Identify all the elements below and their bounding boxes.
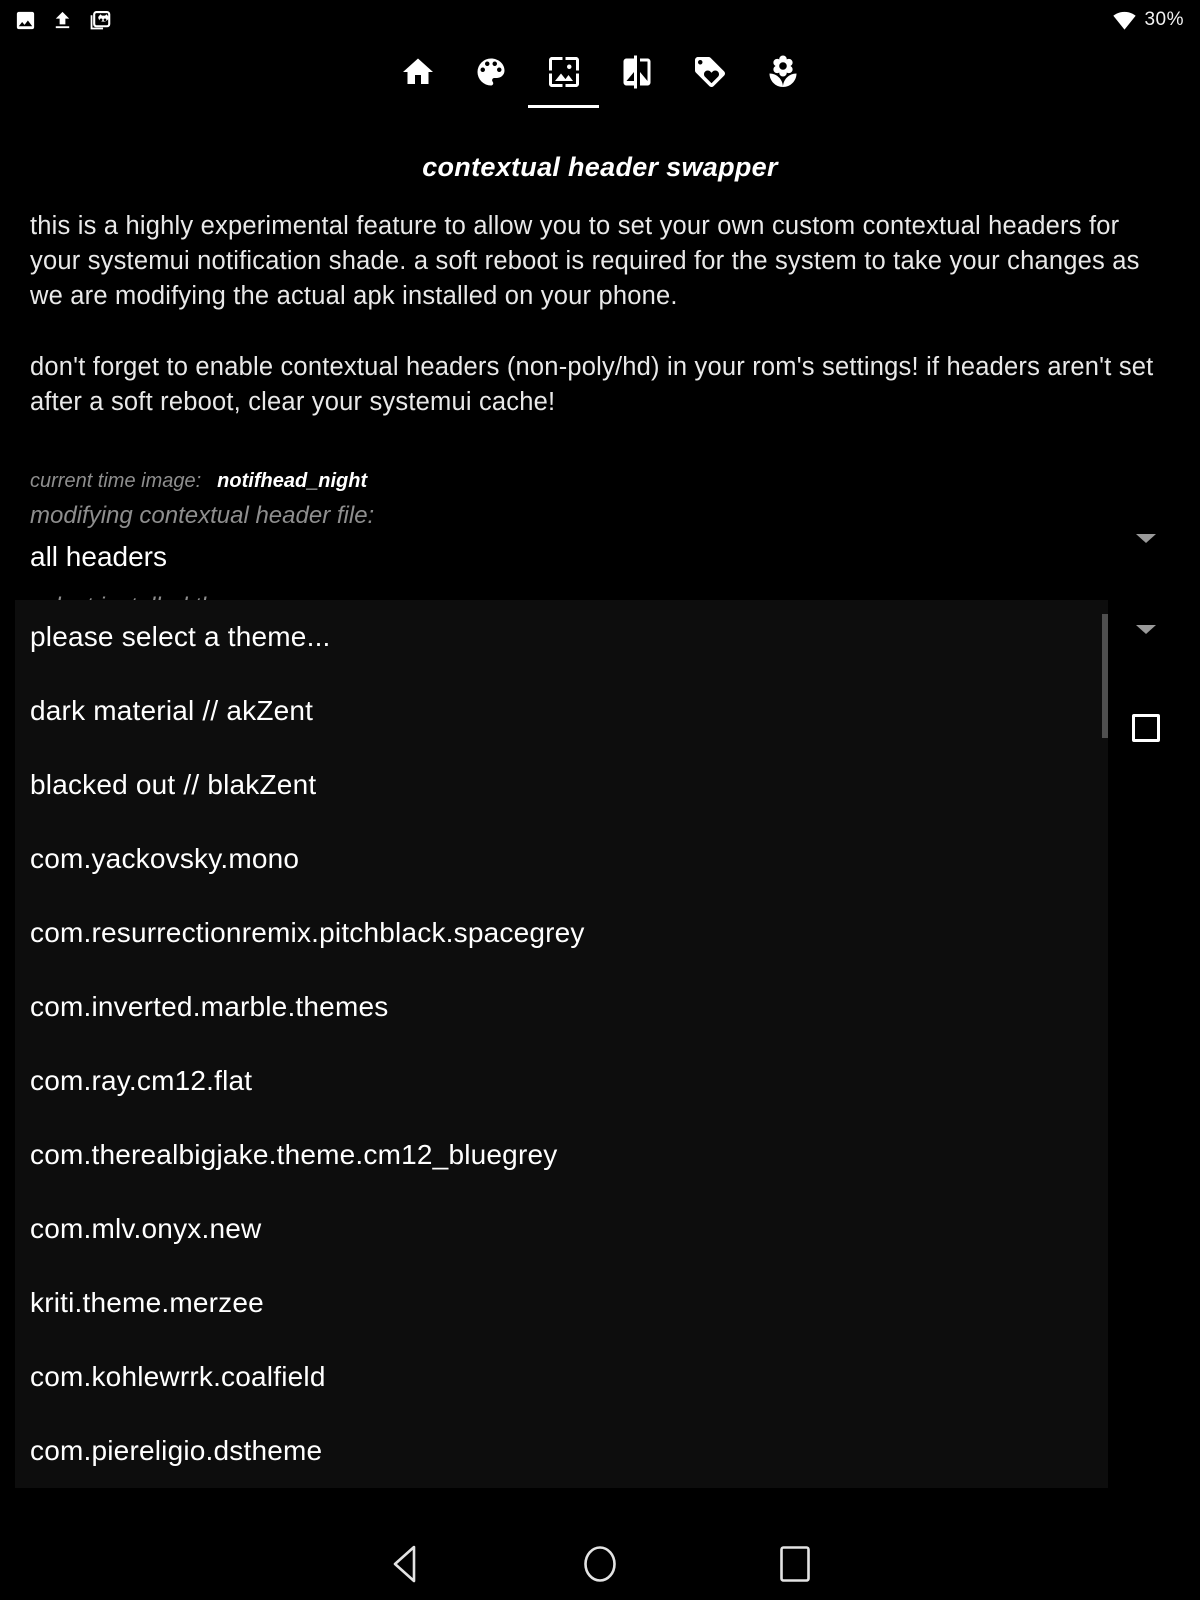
battery-percentage: 30% bbox=[1144, 9, 1184, 30]
back-button[interactable] bbox=[385, 1542, 425, 1586]
home-nav-icon bbox=[581, 1544, 619, 1584]
theme-option[interactable]: com.mlv.onyx.new bbox=[30, 1213, 262, 1244]
back-icon bbox=[388, 1544, 422, 1584]
catlog-icon bbox=[88, 9, 111, 32]
tab-compare[interactable] bbox=[600, 54, 673, 108]
header-file-spinner[interactable]: all headers bbox=[30, 541, 167, 572]
chevron-down-icon[interactable] bbox=[1136, 534, 1156, 543]
tab-bar bbox=[0, 54, 1200, 108]
theme-option[interactable]: com.inverted.marble.themes bbox=[30, 991, 389, 1022]
image-icon bbox=[14, 9, 37, 32]
wifi-icon bbox=[1113, 9, 1136, 32]
compare-icon bbox=[619, 54, 655, 90]
upload-icon bbox=[51, 9, 74, 32]
status-bar bbox=[0, 0, 1200, 38]
tab-headers[interactable] bbox=[527, 54, 600, 108]
tab-home[interactable] bbox=[381, 54, 454, 108]
active-tab-underline bbox=[528, 105, 599, 108]
page-title: contextual header swapper bbox=[422, 152, 778, 182]
popup-scrollbar[interactable] bbox=[1102, 614, 1108, 738]
tab-themes[interactable] bbox=[454, 54, 527, 108]
theme-option[interactable]: com.ray.cm12.flat bbox=[30, 1065, 253, 1096]
tab-extras[interactable] bbox=[746, 54, 819, 108]
recents-icon bbox=[778, 1544, 812, 1584]
theme-option[interactable]: com.therealbigjake.theme.cm12_bluegrey bbox=[30, 1139, 558, 1170]
theme-option[interactable]: com.resurrectionremix.pitchblack.spacegrey bbox=[30, 917, 585, 948]
theme-option[interactable]: com.kohlewrrk.coalfield bbox=[30, 1361, 326, 1392]
header-file-label: modifying contextual header file: bbox=[30, 502, 375, 529]
current-time-image-value: notifhead_night bbox=[217, 470, 368, 492]
wallpaper-icon bbox=[546, 54, 582, 90]
theme-checkbox[interactable] bbox=[1132, 714, 1160, 742]
theme-dropdown-popup bbox=[15, 600, 1108, 1488]
navigation-bar bbox=[0, 1528, 1200, 1600]
note-paragraph: don't forget to enable contextual headers (non-poly/hd) in your rom's settings! if headers aren't set after a soft reboot, clear your systemui cache! bbox=[30, 353, 1154, 416]
theme-option[interactable]: dark material // akZent bbox=[30, 695, 314, 726]
current-time-image-label: current time image: bbox=[30, 470, 202, 492]
intro-paragraph: this is a highly experimental feature to allow you to set your own custom contextual headers for your systemui notification shade. a soft reboot is required for the system to take your changes as we are modifying the actual apk installed on your phone. bbox=[30, 212, 1140, 310]
tab-tags[interactable] bbox=[673, 54, 746, 108]
theme-option[interactable]: please select a theme... bbox=[30, 621, 331, 652]
chevron-down-icon[interactable] bbox=[1136, 625, 1156, 634]
flower-icon bbox=[765, 54, 801, 90]
theme-option[interactable]: com.piereligio.dstheme bbox=[30, 1435, 323, 1466]
tag-heart-icon bbox=[692, 54, 728, 90]
theme-option[interactable]: com.yackovsky.mono bbox=[30, 843, 300, 874]
home-button[interactable] bbox=[580, 1542, 620, 1586]
theme-option[interactable]: kriti.theme.merzee bbox=[30, 1287, 264, 1318]
recents-button[interactable] bbox=[775, 1542, 815, 1586]
theme-option[interactable]: blacked out // blakZent bbox=[30, 769, 317, 800]
palette-icon bbox=[473, 54, 509, 90]
home-icon bbox=[400, 54, 436, 90]
